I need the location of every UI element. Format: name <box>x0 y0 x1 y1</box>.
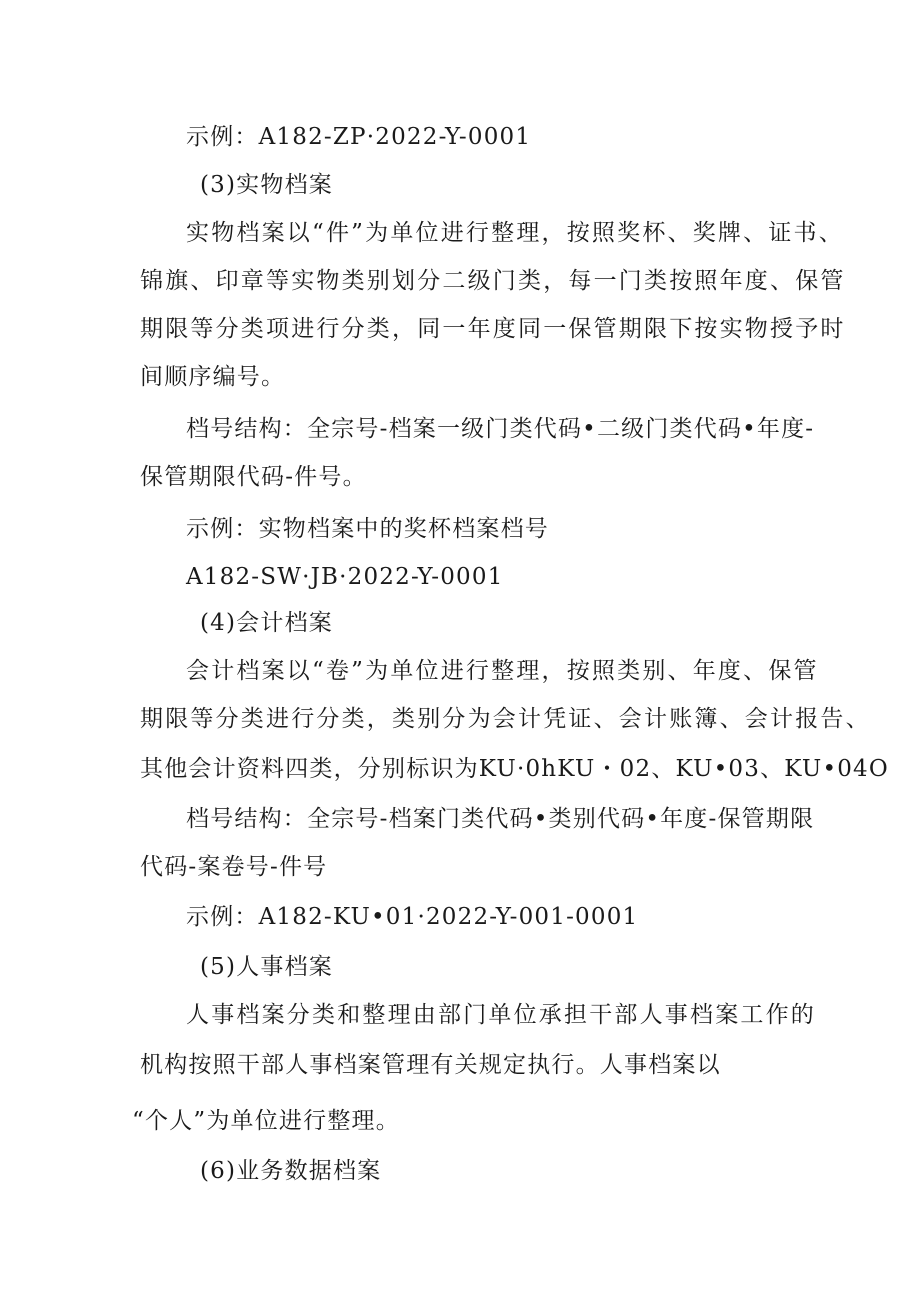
paragraph-line: 锦旗、印章等实物类别划分二级门类，每一门类按照年度、保管 <box>140 268 846 294</box>
paragraph-line: 机构按照干部人事档案管理有关规定执行。人事档案以 <box>140 1052 721 1078</box>
section-heading-personnel: (5)人事档案 <box>200 954 333 980</box>
paragraph-line: 期限等分类项进行分类，同一年度同一保管期限下按实物授予时 <box>140 316 846 342</box>
example-line-label: 示例：实物档案中的奖杯档案档号 <box>186 516 549 542</box>
paragraph-line: 间顺序编号。 <box>140 364 286 390</box>
section-heading-physical: (3)实物档案 <box>200 172 333 198</box>
archive-number-structure-cont: 代码-案卷号-件号 <box>140 854 328 880</box>
example-line-zp: 示例：A182-ZP·2022-Y-0001 <box>186 124 532 150</box>
example-line-sw: A182-SW·JB·2022-Y-0001 <box>186 564 504 590</box>
archive-number-structure: 档号结构：全宗号-档案一级门类代码•二级门类代码•年度- <box>186 416 815 442</box>
paragraph-line: 实物档案以“件”为单位进行整理，按照奖杯、奖牌、证书、 <box>186 220 844 246</box>
paragraph-line: “个人”为单位进行整理。 <box>132 1108 400 1134</box>
paragraph-line: 其他会计资料四类，分别标识为KU·0hKU・02、KU•03、KU•04O <box>140 756 889 782</box>
example-line-ku: 示例：A182-KU•01·2022-Y-001-0001 <box>186 904 639 930</box>
archive-number-structure: 档号结构：全宗号-档案门类代码•类别代码•年度-保管期限 <box>186 806 815 832</box>
section-heading-accounting: (4)会计档案 <box>200 610 333 636</box>
paragraph-line: 人事档案分类和整理由部门单位承担干部人事档案工作的 <box>186 1002 816 1028</box>
section-heading-business-data: (6)业务数据档案 <box>200 1158 382 1184</box>
paragraph-line: 会计档案以“卷”为单位进行整理，按照类别、年度、保管 <box>186 658 819 684</box>
paragraph-line: 期限等分类进行分类，类别分为会计凭证、会计账簿、会计报告、 <box>140 706 871 732</box>
archive-number-structure-cont: 保管期限代码-件号。 <box>140 464 367 490</box>
